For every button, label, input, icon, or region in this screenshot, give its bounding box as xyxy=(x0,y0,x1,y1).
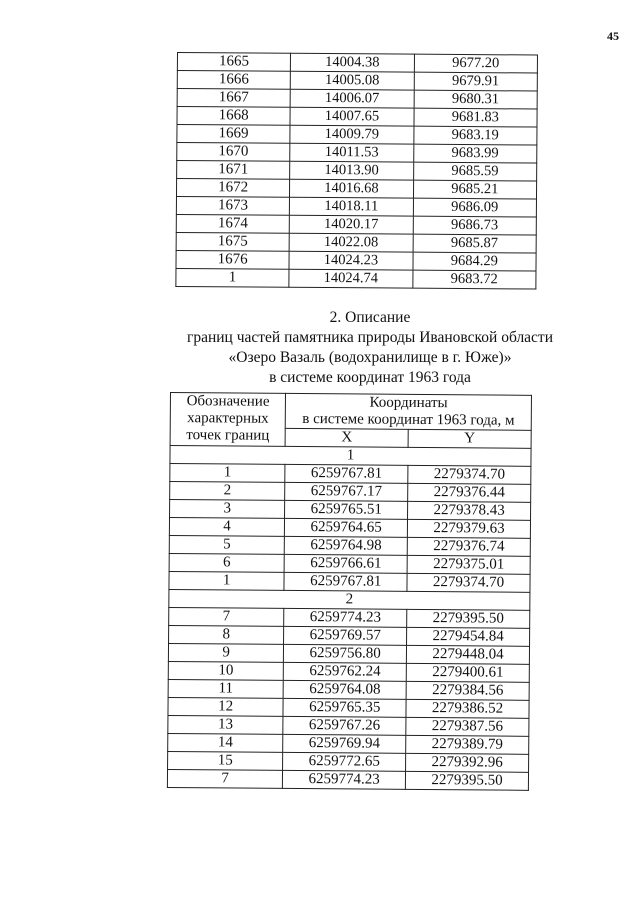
x-coordinate-cell: 6259772.65 xyxy=(283,752,406,771)
table-row xyxy=(176,196,536,217)
y-coordinate-cell: 2279376.44 xyxy=(408,483,531,502)
point-id-cell: 10 xyxy=(168,661,283,680)
point-id-cell: 11 xyxy=(168,679,283,698)
x-coordinate-cell: 6259767.26 xyxy=(283,716,406,735)
table-body xyxy=(167,446,531,791)
point-id-cell: 3 xyxy=(170,500,285,519)
point-id-cell: 12 xyxy=(168,697,283,716)
y-coordinate-cell: 2279374.70 xyxy=(407,573,530,592)
table-row xyxy=(169,625,530,646)
point-id-cell: 1675 xyxy=(176,232,289,251)
section-heading xyxy=(140,308,600,388)
y-coordinate-cell: 9683.99 xyxy=(413,144,536,163)
y-coordinate-cell: 9686.73 xyxy=(413,216,536,235)
point-id-cell: 15 xyxy=(168,751,283,770)
point-id-cell: 1 xyxy=(176,268,289,287)
x-coordinate-cell: 6259767.81 xyxy=(285,464,408,483)
heading-object-name: «Озеро Вазаль (водохранилище в г. Юже)» xyxy=(228,349,512,366)
x-coordinate-cell: 14006.07 xyxy=(290,89,414,108)
y-coordinate-cell: 9685.59 xyxy=(413,162,536,181)
table-row xyxy=(177,89,537,110)
point-id-cell: 1672 xyxy=(176,179,289,198)
point-id-cell: 8 xyxy=(169,625,284,644)
point-id-cell: 7 xyxy=(167,769,282,788)
header-text: точек границ xyxy=(186,427,270,444)
x-coordinate-cell: 14011.53 xyxy=(290,143,414,162)
x-coordinate-cell: 14016.68 xyxy=(290,179,414,198)
y-coordinate-cell: 2279454.84 xyxy=(407,627,530,646)
y-coordinate-cell: 2279448.04 xyxy=(407,645,530,664)
table-row xyxy=(177,161,537,182)
table-row xyxy=(176,250,536,271)
y-coordinate-cell: 9679.91 xyxy=(414,72,537,91)
x-coordinate-cell: 6259767.81 xyxy=(284,572,407,591)
table-row xyxy=(176,214,536,235)
heading-subtitle: границ частей памятника природы Ивановской области xyxy=(186,329,554,346)
point-id-cell: 1665 xyxy=(177,53,290,72)
section-label: 2 xyxy=(169,589,530,610)
table-row xyxy=(168,751,529,772)
x-coordinate-cell: 14007.65 xyxy=(290,107,414,126)
x-coordinate-cell: 6259769.94 xyxy=(283,734,406,753)
x-coordinate-cell: 6259774.23 xyxy=(284,608,407,627)
table-row xyxy=(176,232,536,253)
x-coordinate-cell: 14013.90 xyxy=(290,161,414,180)
point-id-cell: 9 xyxy=(168,643,283,662)
coordinates-table-continued xyxy=(175,52,538,290)
x-coordinate-cell: 14018.11 xyxy=(290,197,414,216)
table-header xyxy=(170,393,531,449)
point-id-cell: 1670 xyxy=(177,143,290,162)
point-id-cell: 1666 xyxy=(177,71,290,90)
y-coordinate-cell: 9681.83 xyxy=(414,108,537,127)
point-id-cell: 1668 xyxy=(177,107,290,126)
point-id-cell: 1671 xyxy=(177,161,290,180)
x-coordinate-cell: 6259764.65 xyxy=(285,518,408,537)
y-coordinate-cell: 9680.31 xyxy=(414,90,537,109)
x-coordinate-cell: 14024.74 xyxy=(289,269,413,288)
table-row xyxy=(169,535,530,556)
y-coordinate-cell: 2279400.61 xyxy=(406,663,529,682)
table-row xyxy=(168,715,529,736)
x-coordinate-cell: 14020.17 xyxy=(290,215,414,234)
y-coordinate-cell: 2279378.43 xyxy=(408,501,531,520)
point-id-cell: 14 xyxy=(168,733,283,752)
point-id-cell: 13 xyxy=(168,715,283,734)
table-row xyxy=(177,53,537,74)
y-coordinate-cell: 2279379.63 xyxy=(407,519,530,538)
table-row xyxy=(168,643,529,664)
y-coordinate-cell: 2279387.56 xyxy=(406,717,529,736)
x-coordinate-cell: 14009.79 xyxy=(290,125,414,144)
table-row xyxy=(169,553,530,574)
x-coordinate-cell: 6259774.23 xyxy=(283,770,406,789)
table-row xyxy=(176,179,536,200)
table-body xyxy=(176,53,538,290)
header-text: Координаты xyxy=(369,394,448,412)
y-coordinate-cell: 9684.29 xyxy=(413,252,536,271)
point-id-cell: 1667 xyxy=(177,89,290,108)
y-coordinate-cell: 9683.19 xyxy=(414,126,537,145)
y-coordinate-cell: 2279384.56 xyxy=(406,681,529,700)
table-row xyxy=(169,571,530,592)
x-coordinate-cell: 6259766.61 xyxy=(284,554,407,573)
heading-coordinate-system: в системе координат 1963 года xyxy=(269,369,471,386)
table-row xyxy=(170,464,531,485)
table-row xyxy=(170,500,531,521)
x-coordinate-cell: 6259762.24 xyxy=(284,662,407,681)
point-id-cell: 1673 xyxy=(176,196,289,215)
boundary-coordinates-table xyxy=(167,392,532,791)
point-id-cell: 1669 xyxy=(177,125,290,144)
y-coordinate-cell: 2279395.50 xyxy=(407,609,530,628)
header-x: X xyxy=(285,428,408,447)
x-coordinate-cell: 14022.08 xyxy=(289,233,413,252)
x-coordinate-cell: 6259765.51 xyxy=(285,500,408,519)
table-row xyxy=(170,482,531,503)
point-id-cell: 7 xyxy=(169,607,284,626)
table-row xyxy=(168,697,529,718)
header-point-designation xyxy=(170,393,286,447)
point-id-cell: 1674 xyxy=(176,214,289,233)
section-label: 1 xyxy=(170,446,531,467)
x-coordinate-cell: 6259764.08 xyxy=(283,680,406,699)
x-coordinate-cell: 6259767.17 xyxy=(285,482,408,501)
point-id-cell: 5 xyxy=(169,535,284,554)
page-number: 45 xyxy=(607,29,619,43)
y-coordinate-cell: 9685.87 xyxy=(413,234,536,253)
y-coordinate-cell: 2279376.74 xyxy=(407,537,530,556)
point-id-cell: 1 xyxy=(170,464,285,483)
x-coordinate-cell: 14024.23 xyxy=(289,251,413,270)
x-coordinate-cell: 14004.38 xyxy=(291,53,415,72)
header-coordinates xyxy=(285,393,531,430)
y-coordinate-cell: 2279375.01 xyxy=(407,555,530,574)
point-id-cell: 2 xyxy=(170,482,285,501)
header-text: характерных xyxy=(187,410,269,427)
x-coordinate-cell: 6259756.80 xyxy=(284,644,407,663)
table-row xyxy=(168,733,529,754)
x-coordinate-cell: 14005.08 xyxy=(291,71,415,90)
point-id-cell: 1676 xyxy=(176,250,289,269)
point-id-cell: 4 xyxy=(169,518,284,537)
table-row xyxy=(177,125,537,146)
y-coordinate-cell: 2279389.79 xyxy=(406,735,529,754)
table-row xyxy=(177,107,537,128)
x-coordinate-cell: 6259769.57 xyxy=(284,626,407,645)
table-row xyxy=(168,679,529,700)
header-y: Y xyxy=(408,429,531,448)
header-text: Обозначение xyxy=(186,393,270,410)
table-row xyxy=(177,71,537,92)
table-row xyxy=(176,268,536,289)
x-coordinate-cell: 6259765.35 xyxy=(283,698,406,717)
y-coordinate-cell: 2279374.70 xyxy=(408,465,531,484)
point-id-cell: 1 xyxy=(169,571,284,590)
y-coordinate-cell: 2279395.50 xyxy=(406,771,529,790)
y-coordinate-cell: 9677.20 xyxy=(414,54,537,73)
header-text: в системе координат 1963 года, м xyxy=(302,411,515,429)
y-coordinate-cell: 9683.72 xyxy=(413,270,536,289)
x-coordinate-cell: 6259764.98 xyxy=(285,536,408,555)
y-coordinate-cell: 9685.21 xyxy=(413,180,536,199)
table-row xyxy=(177,143,537,164)
table-row xyxy=(168,661,529,682)
y-coordinate-cell: 9686.09 xyxy=(413,198,536,217)
y-coordinate-cell: 2279392.96 xyxy=(406,753,529,772)
heading-title: 2. Описание xyxy=(329,309,411,326)
table-row xyxy=(169,518,530,539)
point-id-cell: 6 xyxy=(169,553,284,572)
y-coordinate-cell: 2279386.52 xyxy=(406,699,529,718)
table-row xyxy=(167,769,528,790)
table-row xyxy=(169,607,530,628)
